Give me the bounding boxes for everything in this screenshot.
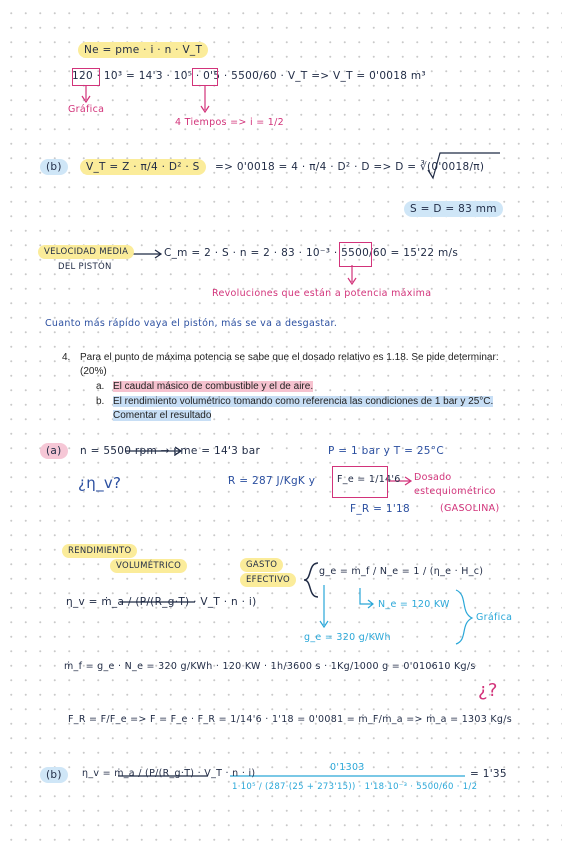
note-grafica: Gráfica xyxy=(68,104,105,115)
note-4-tiempos: 4 Tiempos => i = 1/2 xyxy=(175,117,284,128)
rpm-pme: n = 5500 rpm → pme = 14'3 bar xyxy=(80,445,261,457)
question-weight: (20%) xyxy=(80,366,107,377)
ne-value: N_e = 120 KW xyxy=(378,599,450,610)
gasto-label-1: GASTO xyxy=(240,558,283,572)
item-b-text: El rendimiento volumétrico tomando como referencia las condiciones de 1 bar y 25°C. xyxy=(113,396,494,407)
question-text: Para el punto de máxima potencia se sabe que el dosado relativo es 1.18. Se pide determinar: xyxy=(80,352,499,363)
note-desgaste: Cuanto más rápido vaya el pistón, más se va a desgastar. xyxy=(45,318,338,329)
item-b-text-2: Comentar el resultado xyxy=(113,410,212,421)
ne-equation: Ne = pme · i · n · V_T xyxy=(78,42,208,58)
item-a-marker: a. xyxy=(96,381,105,392)
rend-label-2: VOLUMÉTRICO xyxy=(110,559,187,573)
denominator-value: 1·10⁵ / (287·(25 + 273'15)) · 1'18·10⁻³ · 5500/60 · 1/2 xyxy=(232,782,478,792)
vt-formula: V_T = Z · π/4 · D² · S xyxy=(80,159,206,175)
ge-formula: g_e = ṁ_f / N_e = 1 / (η_e · H_c) xyxy=(319,566,484,577)
note-grafica-2: Gráfica xyxy=(476,612,513,623)
fr-value: F_R = 1'18 xyxy=(350,503,410,515)
pressure-temperature: P = 1 bar y T = 25°C xyxy=(328,445,444,457)
rend-label-1: RENDIMIENTO xyxy=(62,544,137,558)
air-mass-flow-equation: F_R = F/F_e => F = F_e · F_R = 1/14'6 · 1'18 = 0'0081 = ṁ_F/ṁ_a => ṁ_a = 1303 Kg/s xyxy=(68,714,513,725)
piston-speed-label-1: VELOCIDAD MEDIA xyxy=(38,245,134,259)
question-mark: ¿? xyxy=(478,680,498,701)
gas-constant: R = 287 J/KgK y xyxy=(228,475,316,487)
part-a-label: (a) xyxy=(40,443,68,459)
stroke-bore-result: S = D = 83 mm xyxy=(404,201,503,217)
box-fe xyxy=(332,466,388,498)
part-b-label: (b) xyxy=(40,159,68,175)
volumetric-efficiency-formula: η_v = ṁ_a / (P/(R_g·T) · V_T · n · i) xyxy=(66,596,257,608)
gasto-label-2: EFECTIVO xyxy=(240,573,296,587)
volumetric-efficiency-result: = 1'35 xyxy=(470,768,507,780)
fuel-mass-flow-equation: ṁ_f = g_e · N_e = 320 g/KWh · 120 KW · 1h/3600 s · 1Kg/1000 g = 0'010610 Kg/s xyxy=(64,661,476,672)
numerator-value: 0'1303 xyxy=(330,762,365,773)
note-dosado: Dosado xyxy=(414,472,452,483)
box-5500 xyxy=(339,242,372,267)
piston-speed-equation: C_m = 2 · S · n = 2 · 83 · 10⁻³ · 5500/60 = 15'22 m/s xyxy=(164,247,459,259)
volumetric-efficiency-lhs: η_v = ṁ_a / (P/(R_g·T) · V_T · n · i) xyxy=(82,768,256,779)
bore-solve-equation: => 0'0018 = 4 · π/4 · D² · D => D = ∛(0'0018/π) xyxy=(215,161,485,173)
part-b2-label: (b) xyxy=(40,767,68,783)
question-nv: ¿η_v? xyxy=(78,474,122,492)
box-05 xyxy=(192,68,218,86)
box-120 xyxy=(72,68,100,86)
vt-calculation: 120 · 10³ = 14'3 · 10⁵ · 0'5 · 5500/60 · V_T => V_T = 0'0018 m³ xyxy=(72,70,426,82)
item-a-text: El caudal másico de combustible y el de aire. xyxy=(113,381,314,392)
note-gasolina: (GASOLINA) xyxy=(440,503,500,514)
item-b-marker: b. xyxy=(96,396,105,407)
question-number: 4. xyxy=(62,352,71,363)
fe-value: F_e = 1/14'6 xyxy=(337,474,401,485)
note-estequiometrico: estequiométrico xyxy=(414,486,496,497)
ge-value: g_e = 320 g/KWh xyxy=(304,632,391,643)
piston-speed-label-2: DEL PISTÓN xyxy=(58,262,112,272)
note-revoluciones: Revoluciones que están a potencia máxima xyxy=(212,288,432,299)
